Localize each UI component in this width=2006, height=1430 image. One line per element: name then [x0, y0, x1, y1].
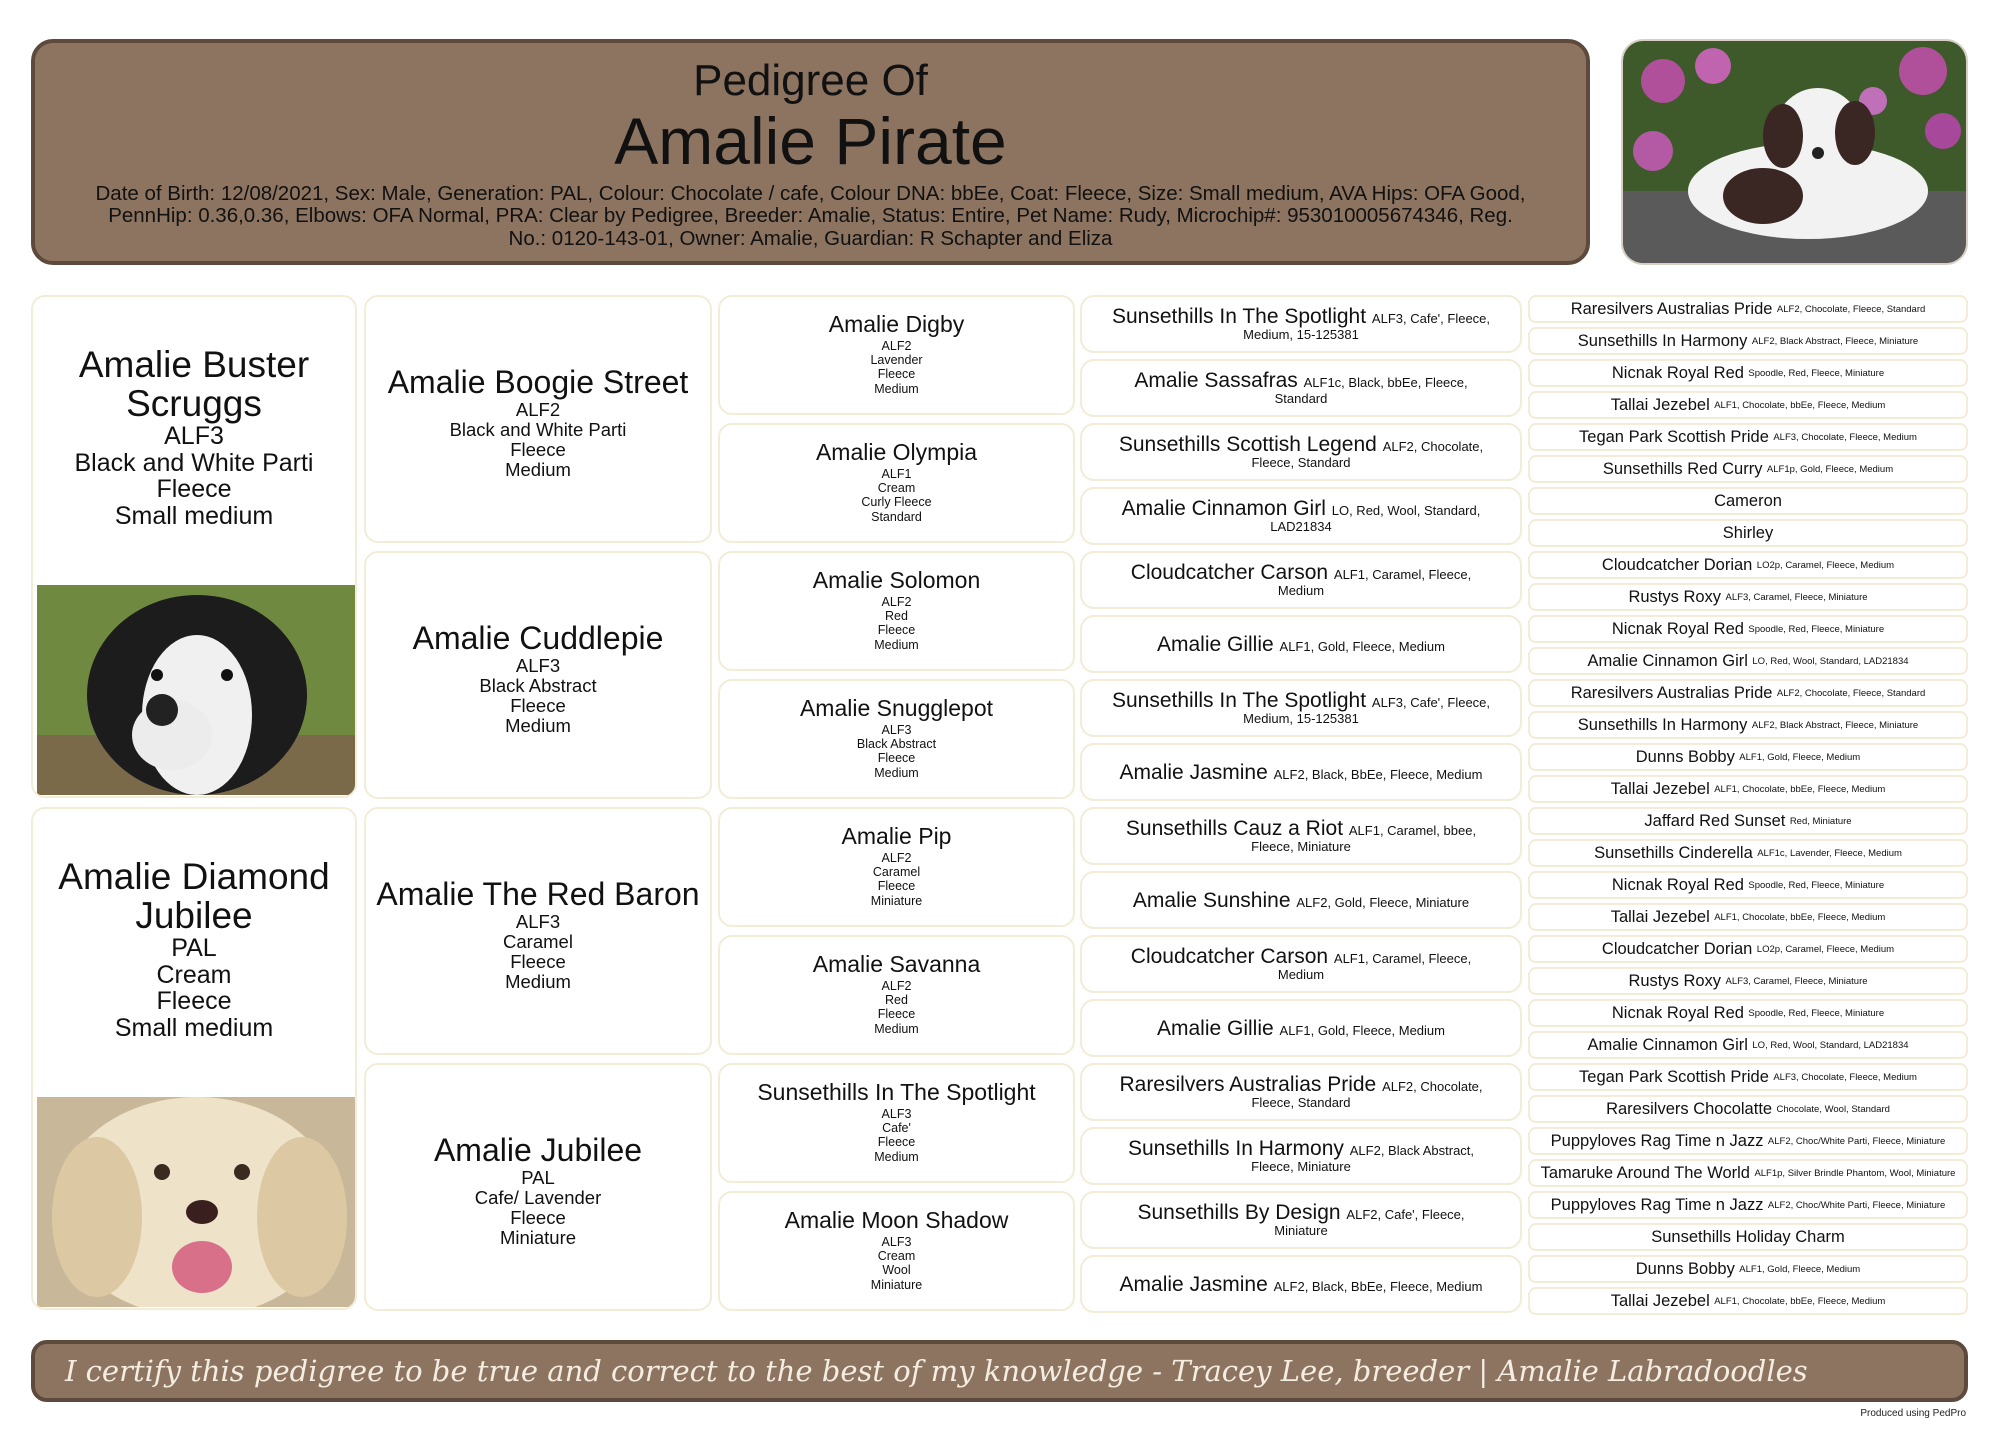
gen5-detail: LO, Red, Wool, Standard, LAD21834	[1752, 1039, 1909, 1051]
gen4-name: Sunsethills In The Spotlight	[1111, 689, 1367, 712]
gen4-box	[1080, 871, 1522, 929]
gen5-detail: ALF3, Chocolate, Fleece, Medium	[1773, 1071, 1917, 1083]
gen5-detail: LO2p, Caramel, Fleece, Medium	[1756, 559, 1895, 571]
gen4-detail: ALF1c, Black, bbEe, Fleece,	[1303, 375, 1468, 390]
gen4-detail: LO, Red, Wool, Standard,	[1331, 503, 1481, 518]
gen5-name: Raresilvers Chocolatte	[1606, 1099, 1773, 1118]
dam-photo	[37, 1097, 355, 1307]
gen5-box	[1528, 1127, 1968, 1155]
gen4-detail-line2: Fleece, Miniature	[1251, 1159, 1351, 1174]
gen5-box	[1528, 391, 1968, 419]
gen5-box	[1528, 295, 1968, 323]
gen5-detail: ALF1c, Lavender, Fleece, Medium	[1757, 847, 1902, 859]
great-grandparent-detail: Black Abstract	[856, 736, 937, 751]
great-grandparent-box	[718, 679, 1075, 799]
gen5-detail: ALF1p, Gold, Fleece, Medium	[1766, 463, 1894, 475]
gen5-name: Amalie Cinnamon Girl	[1587, 1035, 1748, 1054]
gen5-name: Sunsethills Holiday Charm	[1651, 1227, 1845, 1246]
great-grandparent-detail: ALF2	[881, 850, 912, 865]
great-grandparent-detail: Fleece	[877, 751, 916, 766]
gen5-detail: Spoodle, Red, Fleece, Miniature	[1748, 879, 1885, 891]
gen5-name: Nicnak Royal Red	[1611, 363, 1744, 382]
gen4-name: Cloudcatcher Carson	[1130, 945, 1329, 968]
gen4-name: Sunsethills Scottish Legend	[1118, 433, 1377, 456]
gen4-box	[1080, 1255, 1522, 1313]
gen4-name: Amalie Cinnamon Girl	[1121, 497, 1326, 520]
dam-colour: Cream	[156, 960, 232, 989]
grandparent-detail: Cafe/ Lavender	[474, 1187, 602, 1209]
gen5-name: Sunsethills Red Curry	[1602, 459, 1763, 478]
gen5-name: Sunsethills Cinderella	[1594, 843, 1753, 862]
gen5-box	[1528, 775, 1968, 803]
grandparent-detail: Fleece	[510, 439, 566, 461]
great-grandparent-name: Amalie Olympia	[815, 439, 978, 465]
dam-name: Amalie Diamond Jubilee	[58, 856, 330, 937]
grandparent-name: Amalie Boogie Street	[387, 364, 689, 400]
grandparent-detail: Miniature	[499, 1227, 577, 1249]
gen5-name: Tegan Park Scottish Pride	[1579, 1067, 1769, 1086]
grandparent-detail: Medium	[505, 971, 571, 993]
sire-colour: Black and White Parti	[74, 448, 314, 477]
gen4-box	[1080, 807, 1522, 865]
gen5-name: Cloudcatcher Dorian	[1601, 939, 1753, 958]
great-grandparent-detail: Fleece	[877, 367, 916, 382]
gen5-box	[1528, 487, 1968, 515]
gen4-name: Amalie Gillie	[1156, 1016, 1274, 1040]
certification-text: I certify this pedigree to be true and correct to the best of my knowledge - Tracey Lee, breeder | Amalie Labradoodles	[65, 1354, 1808, 1388]
gen4-name: Raresilvers Australias Pride	[1119, 1073, 1377, 1096]
gen5-detail: Spoodle, Red, Fleece, Miniature	[1748, 623, 1885, 635]
great-grandparent-box	[718, 423, 1075, 543]
gen5-box	[1528, 839, 1968, 867]
great-grandparent-box	[718, 1063, 1075, 1183]
gen5-detail: ALF1, Chocolate, bbEe, Fleece, Medium	[1714, 783, 1886, 795]
grandparent-detail: Medium	[505, 459, 571, 481]
sire-coat: Fleece	[156, 475, 232, 504]
gen4-detail: ALF3, Cafe', Fleece,	[1371, 311, 1491, 326]
great-grandparent-detail: ALF2	[881, 978, 912, 993]
great-grandparent-detail: Lavender	[870, 352, 923, 367]
gen5-box	[1528, 1191, 1968, 1219]
grandparent-detail: Fleece	[510, 951, 566, 973]
great-grandparent-detail: ALF2	[881, 338, 912, 353]
grandparent-detail: ALF3	[515, 655, 561, 677]
great-grandparent-detail: ALF1	[881, 466, 912, 481]
gen5-detail: ALF3, Chocolate, Fleece, Medium	[1773, 431, 1917, 443]
gen5-box	[1528, 1255, 1968, 1283]
gen5-box	[1528, 1031, 1968, 1059]
gen4-box	[1080, 359, 1522, 417]
great-grandparent-name: Amalie Solomon	[812, 567, 981, 593]
certification-banner	[31, 1340, 1968, 1402]
gen5-box	[1528, 679, 1968, 707]
gen5-name: Tamaruke Around The World	[1540, 1163, 1750, 1182]
gen4-box	[1080, 615, 1522, 673]
gen4-name: Amalie Sassafras	[1134, 369, 1298, 392]
dam-box	[31, 807, 357, 1310]
great-grandparent-detail: ALF3	[881, 1106, 912, 1121]
gen4-detail: ALF2, Chocolate,	[1382, 439, 1484, 454]
gen4-name: Amalie Jasmine	[1119, 1272, 1268, 1296]
gen4-box	[1080, 1063, 1522, 1121]
gen5-detail: ALF2, Choc/White Parti, Fleece, Miniature	[1767, 1135, 1946, 1147]
gen5-box	[1528, 967, 1968, 995]
great-grandparent-name: Amalie Moon Shadow	[784, 1207, 1009, 1233]
dog-details: Date of Birth: 12/08/2021, Sex: Male, Generation: PAL, Colour: Chocolate / cafe, Colour DNA: bbEe, Coat: Fleece, Size: Small medium, AVA Hips: OFA Good, PennHip: 0.36,0.36, Elbows: OFA Normal, PRA: Clear by Pedigree, Breeder: Amalie, Status: Entire, Pet Name: Rudy, Microchip#: 953010005674346, Reg. No.: 0120-143-01, Owner: Amalie, Guardian: R Schapter and Eliza	[95, 181, 1526, 250]
gen4-name: Sunsethills In Harmony	[1127, 1137, 1344, 1160]
gen4-box	[1080, 551, 1522, 609]
gen5-name: Tallai Jezebel	[1610, 1291, 1710, 1310]
great-grandparent-name: Amalie Savanna	[812, 951, 981, 977]
gen5-detail: Spoodle, Red, Fleece, Miniature	[1748, 1007, 1885, 1019]
gen4-detail: ALF2, Black, BbEe, Fleece, Medium	[1273, 766, 1483, 782]
gen5-name: Sunsethills In Harmony	[1577, 715, 1748, 734]
gen4-detail: ALF1, Caramel, Fleece,	[1333, 951, 1472, 966]
great-grandparent-box	[718, 807, 1075, 927]
gen4-detail-line2: Miniature	[1274, 1223, 1328, 1238]
great-grandparent-name: Amalie Pip	[841, 823, 952, 849]
gen5-box	[1528, 1063, 1968, 1091]
great-grandparent-name: Amalie Snugglepot	[799, 695, 994, 721]
gen4-box	[1080, 743, 1522, 801]
gen5-box	[1528, 551, 1968, 579]
gen4-detail-line2: Standard	[1274, 391, 1328, 406]
gen5-name: Nicnak Royal Red	[1611, 619, 1744, 638]
great-grandparent-detail: Wool	[882, 1263, 911, 1278]
gen4-detail: ALF2, Chocolate,	[1382, 1079, 1483, 1094]
gen4-detail-line2: Medium, 15-125381	[1243, 327, 1359, 342]
gen5-box	[1528, 423, 1968, 451]
gen5-name: Puppyloves Rag Time n Jazz	[1550, 1195, 1764, 1214]
great-grandparent-detail: Standard	[871, 509, 922, 524]
sire-box	[31, 295, 357, 798]
puppy-on-flowers-image	[1623, 41, 1968, 265]
gen5-detail: ALF1, Chocolate, bbEe, Fleece, Medium	[1714, 1295, 1886, 1307]
gen5-detail: ALF2, Choc/White Parti, Fleece, Miniature	[1767, 1199, 1946, 1211]
gen4-detail-line2: LAD21834	[1270, 519, 1332, 534]
gen4-box	[1080, 1127, 1522, 1185]
gen5-box	[1528, 903, 1968, 931]
gen5-detail: ALF2, Black Abstract, Fleece, Miniature	[1751, 719, 1919, 731]
gen4-detail: ALF2, Cafe', Fleece,	[1346, 1207, 1465, 1222]
gen5-box	[1528, 935, 1968, 963]
gen4-detail: ALF1, Gold, Fleece, Medium	[1279, 638, 1445, 654]
sire-generation: ALF3	[164, 422, 224, 451]
grandparent-name: Amalie Cuddlepie	[412, 620, 664, 656]
gen5-name: Cloudcatcher Dorian	[1601, 555, 1753, 574]
grandparent-detail: ALF3	[515, 911, 561, 933]
gen4-name: Sunsethills By Design	[1137, 1201, 1341, 1224]
gen4-detail: ALF1, Caramel, bbee,	[1348, 823, 1477, 838]
gen4-box	[1080, 295, 1522, 353]
grandparent-detail: Caramel	[503, 931, 573, 953]
grandparent-detail: Medium	[505, 715, 571, 737]
gen5-detail: ALF3, Caramel, Fleece, Miniature	[1725, 975, 1868, 987]
gen4-detail: ALF1, Gold, Fleece, Medium	[1279, 1022, 1445, 1038]
gen5-box	[1528, 1159, 1968, 1187]
great-grandparent-detail: Fleece	[877, 879, 916, 894]
gen4-detail: ALF2, Black, BbEe, Fleece, Medium	[1273, 1278, 1483, 1294]
grandparent-detail: Fleece	[510, 695, 566, 717]
gen5-box	[1528, 1095, 1968, 1123]
gen5-name: Dunns Bobby	[1635, 1259, 1735, 1278]
gen5-detail: ALF1, Gold, Fleece, Medium	[1739, 1263, 1861, 1275]
grandparent-box	[364, 295, 712, 543]
grandparent-name: Amalie The Red Baron	[376, 876, 700, 912]
grandparent-detail: PAL	[521, 1167, 555, 1189]
gen5-box	[1528, 519, 1968, 547]
gen5-box	[1528, 807, 1968, 835]
gen5-name: Cameron	[1714, 491, 1782, 510]
great-grandparent-box	[718, 1191, 1075, 1311]
gen4-detail: ALF1, Caramel, Fleece,	[1333, 567, 1472, 582]
gen5-detail: ALF2, Chocolate, Fleece, Standard	[1776, 687, 1926, 699]
gen5-box	[1528, 711, 1968, 739]
gen4-name: Amalie Gillie	[1156, 632, 1274, 656]
great-grandparent-detail: Miniature	[870, 893, 923, 908]
gen4-name: Cloudcatcher Carson	[1130, 561, 1329, 584]
great-grandparent-detail: ALF2	[881, 594, 912, 609]
gen5-detail: ALF1, Chocolate, bbEe, Fleece, Medium	[1714, 399, 1886, 411]
great-grandparent-detail: Medium	[874, 637, 919, 652]
great-grandparent-detail: Cream	[877, 480, 916, 495]
gen5-name: Rustys Roxy	[1628, 971, 1722, 990]
gen4-detail: ALF3, Cafe', Fleece,	[1371, 695, 1491, 710]
gen5-box	[1528, 583, 1968, 611]
gen5-name: Tallai Jezebel	[1610, 779, 1710, 798]
gen5-box	[1528, 1287, 1968, 1315]
gen5-detail: LO, Red, Wool, Standard, LAD21834	[1752, 655, 1909, 667]
great-grandparent-detail: Caramel	[872, 864, 921, 879]
gen5-detail: ALF1, Chocolate, bbEe, Fleece, Medium	[1714, 911, 1886, 923]
gen5-box	[1528, 1223, 1968, 1251]
gen5-box	[1528, 359, 1968, 387]
grandparent-box	[364, 1063, 712, 1311]
great-grandparent-detail: Miniature	[870, 1277, 923, 1292]
great-grandparent-detail: Medium	[874, 381, 919, 396]
gen4-detail: ALF2, Gold, Fleece, Miniature	[1296, 894, 1470, 910]
gen5-name: Raresilvers Australias Pride	[1570, 299, 1773, 318]
grandparent-detail: Black Abstract	[479, 675, 597, 697]
pedigree-header	[31, 39, 1590, 265]
dam-generation: PAL	[171, 934, 217, 963]
gen5-box	[1528, 455, 1968, 483]
gen5-name: Tallai Jezebel	[1610, 907, 1710, 926]
great-grandparent-detail: Fleece	[877, 623, 916, 638]
gen5-name: Jaffard Red Sunset	[1644, 811, 1786, 830]
great-grandparent-box	[718, 295, 1075, 415]
dog-name-title: Amalie Pirate	[614, 104, 1007, 179]
gen4-name: Amalie Sunshine	[1132, 888, 1291, 912]
gen5-detail: LO2p, Caramel, Fleece, Medium	[1756, 943, 1895, 955]
gen4-detail-line2: Medium	[1277, 583, 1325, 598]
gen4-detail-line2: Medium, 15-125381	[1243, 711, 1359, 726]
gen5-name: Sunsethills In Harmony	[1577, 331, 1748, 350]
gen5-box	[1528, 871, 1968, 899]
gen5-detail: Spoodle, Red, Fleece, Miniature	[1748, 367, 1885, 379]
gen5-box	[1528, 647, 1968, 675]
gen4-name: Sunsethills In The Spotlight	[1111, 305, 1367, 328]
great-grandparent-detail: Cream	[877, 1248, 916, 1263]
gen5-detail: Chocolate, Wool, Standard	[1776, 1103, 1890, 1115]
gen4-box	[1080, 999, 1522, 1057]
gen4-box	[1080, 487, 1522, 545]
sire-name: Amalie Buster Scruggs	[78, 344, 310, 425]
sire-size: Small medium	[114, 501, 274, 530]
great-grandparent-name: Sunsethills In The Spotlight	[757, 1079, 1036, 1105]
great-grandparent-box	[718, 935, 1075, 1055]
gen4-detail-line2: Medium	[1277, 967, 1325, 982]
great-grandparent-detail: Red	[885, 608, 908, 623]
gen5-name: Tegan Park Scottish Pride	[1579, 427, 1769, 446]
great-grandparent-detail: Medium	[874, 1149, 919, 1164]
grandparent-box	[364, 551, 712, 799]
pedigree-of-label: Pedigree Of	[693, 56, 928, 105]
main-dog-photo	[1621, 39, 1968, 265]
gen4-name: Amalie Jasmine	[1119, 760, 1268, 784]
dam-size: Small medium	[114, 1013, 274, 1042]
gen5-name: Rustys Roxy	[1628, 587, 1722, 606]
great-grandparent-detail: ALF3	[881, 722, 912, 737]
gen5-box	[1528, 999, 1968, 1027]
gen4-box	[1080, 935, 1522, 993]
gen5-box	[1528, 743, 1968, 771]
gen4-detail-line2: Fleece, Standard	[1251, 455, 1351, 470]
gen4-name: Sunsethills Cauz a Riot	[1125, 817, 1344, 840]
gen4-box	[1080, 423, 1522, 481]
gen5-detail: ALF3, Caramel, Fleece, Miniature	[1725, 591, 1868, 603]
gen5-box	[1528, 615, 1968, 643]
great-grandparent-detail: Red	[885, 992, 908, 1007]
grandparent-detail: ALF2	[515, 399, 561, 421]
gen5-name: Tallai Jezebel	[1610, 395, 1710, 414]
gen4-box	[1080, 679, 1522, 737]
gen5-detail: ALF2, Black Abstract, Fleece, Miniature	[1751, 335, 1919, 347]
gen5-name: Shirley	[1722, 523, 1774, 542]
gen5-name: Puppyloves Rag Time n Jazz	[1550, 1131, 1764, 1150]
great-grandparent-detail: Curly Fleece	[861, 495, 932, 510]
gen5-detail: ALF1p, Silver Brindle Phantom, Wool, Miniature	[1754, 1167, 1956, 1179]
great-grandparent-detail: Medium	[874, 765, 919, 780]
produced-by-label: Produced using PedPro	[1860, 1408, 1966, 1419]
gen4-detail-line2: Fleece, Standard	[1251, 1095, 1351, 1110]
great-grandparent-detail: ALF3	[881, 1234, 912, 1249]
grandparent-detail: Fleece	[510, 1207, 566, 1229]
gen5-detail: ALF1, Gold, Fleece, Medium	[1739, 751, 1861, 763]
gen5-box	[1528, 327, 1968, 355]
grandparent-detail: Black and White Parti	[449, 419, 627, 441]
great-grandparent-detail: Fleece	[877, 1007, 916, 1022]
great-grandparent-name: Amalie Digby	[828, 311, 965, 337]
gen4-detail-line2: Fleece, Miniature	[1251, 839, 1351, 854]
grandparent-name: Amalie Jubilee	[433, 1132, 643, 1168]
gen4-box	[1080, 1191, 1522, 1249]
grandparent-box	[364, 807, 712, 1055]
gen5-name: Nicnak Royal Red	[1611, 1003, 1744, 1022]
gen5-name: Amalie Cinnamon Girl	[1587, 651, 1748, 670]
great-grandparent-detail: Cafe'	[882, 1120, 911, 1135]
great-grandparent-detail: Fleece	[877, 1135, 916, 1150]
gen5-detail: Red, Miniature	[1789, 815, 1852, 827]
great-grandparent-detail: Medium	[874, 1021, 919, 1036]
gen5-detail: ALF2, Chocolate, Fleece, Standard	[1776, 303, 1926, 315]
gen5-name: Dunns Bobby	[1635, 747, 1735, 766]
sire-photo	[37, 585, 355, 795]
gen5-name: Nicnak Royal Red	[1611, 875, 1744, 894]
gen4-detail: ALF2, Black Abstract,	[1349, 1143, 1475, 1158]
dam-coat: Fleece	[156, 987, 232, 1016]
great-grandparent-box	[718, 551, 1075, 671]
gen5-name: Raresilvers Australias Pride	[1570, 683, 1773, 702]
